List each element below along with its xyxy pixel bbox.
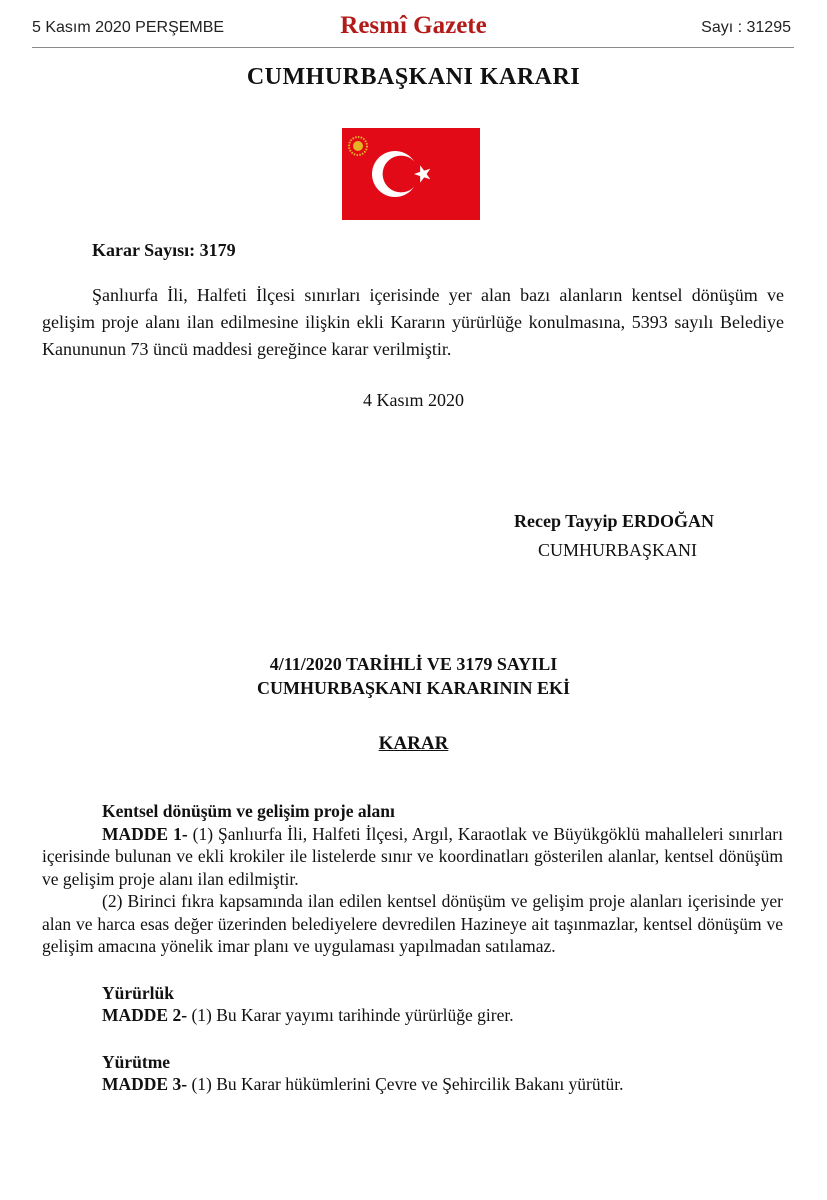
issue-number: Sayı : 31295 <box>701 19 791 36</box>
document-type-title: CUMHURBAŞKANI KARARI <box>246 64 581 90</box>
article-2-text: (1) Bu Karar yayımı tarihinde yürürlüğe girer. <box>187 1005 514 1025</box>
article-2-paragraph <box>42 1004 783 1027</box>
section-heading: Yürürlük <box>102 982 174 1003</box>
annex-title-line1: 4/11/2020 TARİHLİ VE 3179 SAYILI <box>269 654 558 674</box>
section-heading: Kentsel dönüşüm ve gelişim proje alanı <box>102 801 395 821</box>
signatory-title: CUMHURBAŞKANI <box>538 540 698 560</box>
turkish-flag-icon <box>342 128 480 220</box>
header-date: 5 Kasım 2020 PERŞEMBE <box>32 19 225 36</box>
decision-intro: Şanlıurfa İli, Halfeti İlçesi sınırları içerisinde yer alan bazı alanların kentsel dönüşüm ve gelişim proje alanı ilan edilmesine ilişkin ekli Kararın yürürlüğe konulmasına, 5393 sayılı Belediye Kanununun 73 üncü maddesi gereğince karar verilmiştir. <box>42 285 784 359</box>
signatory-name: Recep Tayyip ERDOĞAN <box>514 511 715 531</box>
annex-title-line2: CUMHURBAŞKANI KARARININ EKİ <box>256 678 571 698</box>
gazette-title: Resmî Gazete <box>340 12 487 39</box>
article-2-lead: MADDE 2- <box>102 1005 188 1025</box>
decision-number: Karar Sayısı: 3179 <box>92 240 236 260</box>
article-1-paragraph-1 <box>42 823 783 891</box>
annex-heading: KARAR <box>378 733 449 754</box>
annex-title <box>0 652 827 700</box>
section-heading: Yürütme <box>102 1051 171 1072</box>
article-1-paragraph-2: (2) Birinci fıkra kapsamında ilan edilen kentsel dönüşüm ve gelişim proje alanları içerisinde yer alan ve harca esas değer üzerinden belediyelere devredilen Hazineye ait taşınmazlar, kentsel dönüşüm ve gelişim amacına yönelik imar planı ve uygulaması yapılmadan satılamaz. <box>42 891 783 956</box>
article-3-text: (1) Bu Karar hükümlerini Çevre ve Şehircilik Bakanı yürütür. <box>187 1074 624 1094</box>
header-divider <box>32 47 794 48</box>
annex-body <box>42 800 783 1096</box>
article-1-text: (1) Şanlıurfa İli, Halfeti İlçesi, Argıl, Karaotlak ve Büyükgöklü mahalleleri sınırları içerisinde bulunan ve ekli krokiler ile listelerde sınır ve koordinatları gösterilen alanlar, kentsel dönüşüm ve gelişim proje alanı ilan edilmiştir. <box>42 823 783 889</box>
article-1-lead: MADDE 1- <box>102 823 188 844</box>
article-3-lead: MADDE 3- <box>102 1074 188 1094</box>
article-3-paragraph <box>42 1073 783 1096</box>
decision-date: 4 Kasım 2020 <box>363 390 464 410</box>
